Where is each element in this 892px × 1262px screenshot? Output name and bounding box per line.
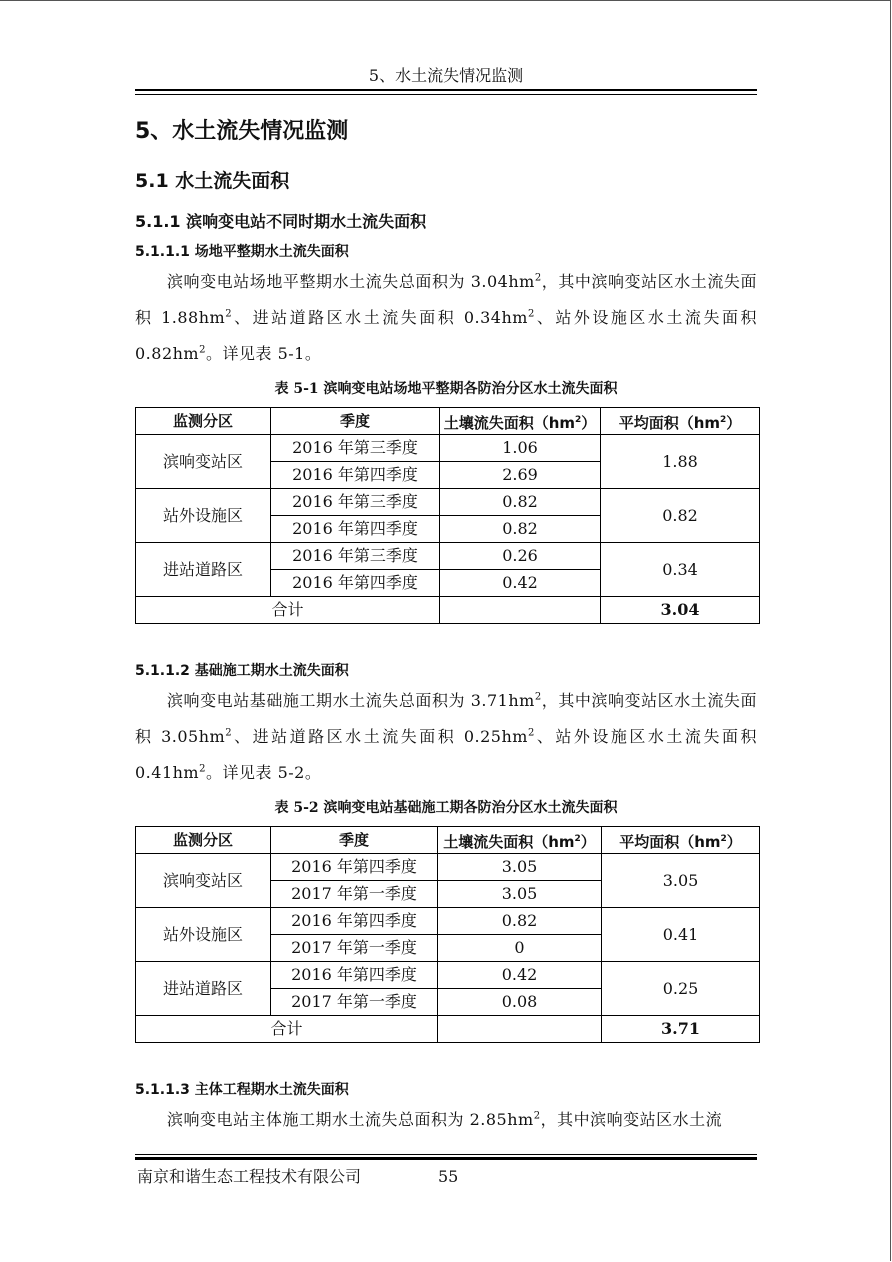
- avg-cell: 0.82: [601, 489, 760, 543]
- season-cell: 2016 年第四季度: [271, 570, 440, 597]
- area-cell: 0.82: [440, 489, 601, 516]
- table-row: [136, 908, 760, 935]
- header-zone: 监测分区: [136, 827, 271, 854]
- area-cell: 0.08: [438, 989, 602, 1016]
- area-cell: 3.05: [438, 854, 602, 881]
- total-label: 合计: [136, 597, 440, 624]
- season-cell: 2016 年第四季度: [271, 908, 438, 935]
- table-5-2: [135, 826, 760, 1043]
- area-cell: 0.42: [438, 962, 602, 989]
- header-zone: 监测分区: [136, 408, 271, 435]
- table-total-row: [136, 597, 760, 624]
- area-cell: 3.05: [438, 881, 602, 908]
- table-row: [136, 489, 760, 516]
- footer-rule-thin: [135, 1154, 757, 1155]
- season-cell: 2016 年第三季度: [271, 435, 440, 462]
- table-5-1-caption: 表 5-1 滨响变电站场地平整期各防治分区水土流失面积: [274, 381, 618, 397]
- total-label: 合计: [136, 1016, 438, 1043]
- zone-cell: 滨响变站区: [136, 854, 271, 908]
- footer-company: 南京和谐生态工程技术有限公司: [137, 1167, 362, 1186]
- table-header-row: [136, 827, 760, 854]
- area-cell: 0.42: [440, 570, 601, 597]
- chapter-title: 5、水土流失情况监测: [135, 119, 349, 144]
- avg-cell: 1.88: [601, 435, 760, 489]
- part2-paragraph: 滨响变电站基础施工期水土流失总面积为 $3.71hm^2$，其中滨响变站区水土流失面积 $3.05hm^2$、进站道路区水土流失面积 $0.25hm^2$、站外设施区水土流失面积 $0.41hm^2$。详见表 5-2。: [135, 691, 757, 782]
- header-season: 季度: [271, 408, 440, 435]
- season-cell: 2016 年第三季度: [271, 489, 440, 516]
- part2-heading: 5.1.1.2 基础施工期水土流失面积: [135, 663, 349, 679]
- season-cell: 2017 年第一季度: [271, 935, 438, 962]
- zone-cell: 站外设施区: [136, 489, 271, 543]
- area-cell: 0.82: [438, 908, 602, 935]
- zone-cell: 进站道路区: [136, 543, 271, 597]
- total-empty-cell: [440, 597, 601, 624]
- subsection-title: 5.1.1 滨响变电站不同时期水土流失面积: [135, 212, 427, 231]
- table-5-1: [135, 407, 760, 624]
- part3-paragraph: 滨响变电站主体施工期水土流失总面积为 $2.85hm^2$，其中滨响变站区水土流: [167, 1110, 723, 1129]
- area-cell: 2.69: [440, 462, 601, 489]
- part3-heading: 5.1.1.3 主体工程期水土流失面积: [135, 1082, 349, 1098]
- footer-rule-thick: [135, 1157, 757, 1160]
- avg-cell: 0.34: [601, 543, 760, 597]
- header-rule-thick: [135, 89, 757, 91]
- table-5-2-caption: 表 5-2 滨响变电站基础施工期各防治分区水土流失面积: [274, 800, 618, 816]
- total-value: 3.71: [602, 1016, 760, 1043]
- area-cell: 1.06: [440, 435, 601, 462]
- running-header: 5、水土流失情况监测: [368, 66, 524, 85]
- section-title: 5.1 水土流失面积: [135, 170, 290, 192]
- area-cell: 0.82: [440, 516, 601, 543]
- total-value: 3.04: [601, 597, 760, 624]
- header-season: 季度: [271, 827, 438, 854]
- part1-paragraph: 滨响变电站场地平整期水土流失总面积为 $3.04hm^2$，其中滨响变站区水土流失面积 $1.88hm^2$、进站道路区水土流失面积 $0.34hm^2$、站外设施区水土流失面积 $0.82hm^2$。详见表 5-1。: [135, 272, 757, 363]
- table-row: [136, 435, 760, 462]
- header-avg: 平均面积$(hm^2)$: [602, 827, 760, 854]
- zone-cell: 滨响变站区: [136, 435, 271, 489]
- season-cell: 2016 年第四季度: [271, 854, 438, 881]
- avg-cell: 3.05: [602, 854, 760, 908]
- season-cell: 2016 年第四季度: [271, 962, 438, 989]
- table-row: [136, 962, 760, 989]
- season-cell: 2016 年第三季度: [271, 543, 440, 570]
- total-empty-cell: [438, 1016, 602, 1043]
- header-avg: 平均面积$(hm^2)$: [601, 408, 760, 435]
- part1-heading: 5.1.1.1 场地平整期水土流失面积: [135, 244, 349, 260]
- table-total-row: [136, 1016, 760, 1043]
- header-rule-thin: [135, 94, 757, 95]
- zone-cell: 进站道路区: [136, 962, 271, 1016]
- avg-cell: 0.41: [602, 908, 760, 962]
- season-cell: 2017 年第一季度: [271, 989, 438, 1016]
- table-header-row: [136, 408, 760, 435]
- table-row: [136, 854, 760, 881]
- season-cell: 2016 年第四季度: [271, 516, 440, 543]
- table-row: [136, 543, 760, 570]
- header-area: 土壤流失面积$(hm^2)$: [438, 827, 602, 854]
- area-cell: 0.26: [440, 543, 601, 570]
- header-area: 土壤流失面积$(hm^2)$: [440, 408, 601, 435]
- page-number: 55: [438, 1167, 459, 1186]
- season-cell: 2017 年第一季度: [271, 881, 438, 908]
- area-cell: 0: [438, 935, 602, 962]
- avg-cell: 0.25: [602, 962, 760, 1016]
- zone-cell: 站外设施区: [136, 908, 271, 962]
- season-cell: 2016 年第四季度: [271, 462, 440, 489]
